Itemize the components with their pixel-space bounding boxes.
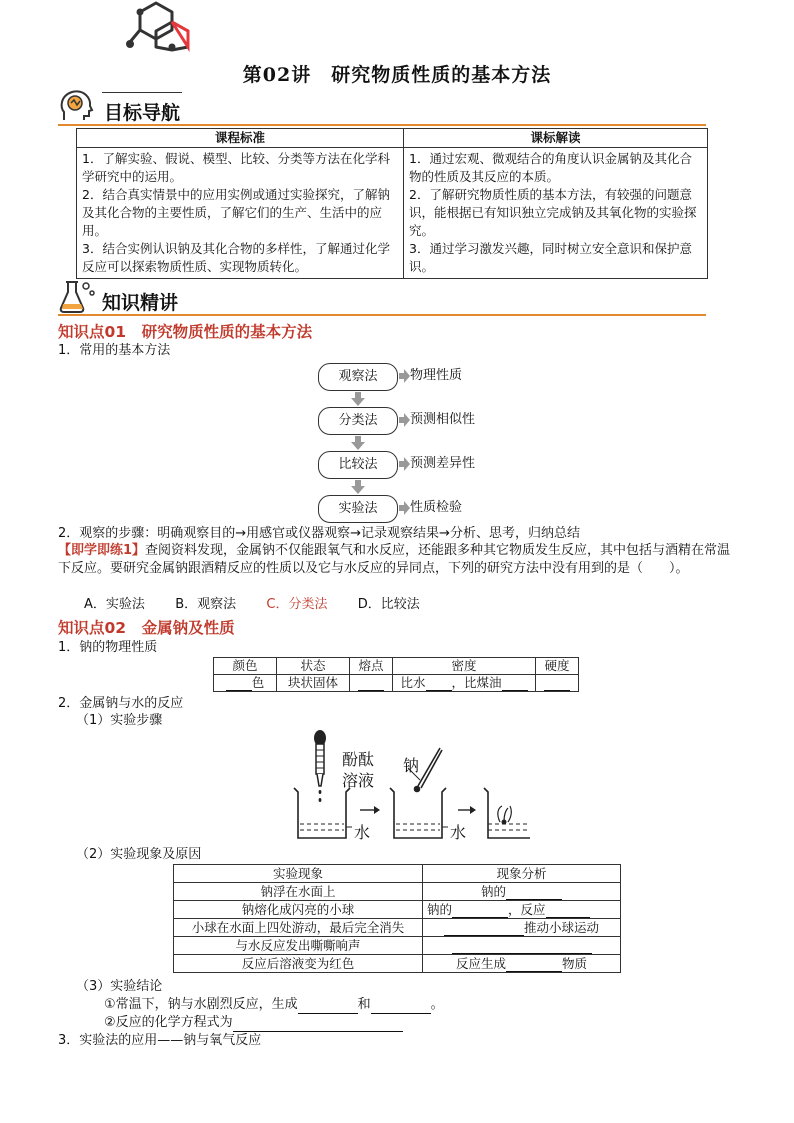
flow-text-classify: 预测相似性 xyxy=(410,412,476,427)
section-heading-knowledge: 知识精讲 xyxy=(102,292,179,314)
flow-box-observe: 观察法 xyxy=(318,363,398,391)
flow-right-arrow-icon xyxy=(399,413,410,427)
goal-left-cell: 1．了解实验、假说、模型、比较、分类等方法在化学科学研究中的运用。 2．结合真实情景中的应用实例或通过实验探究，了解钠及其化合物的主要性质，了解它们的生产、生活中的应用。 3．结合实例认识钠及其化合物的多样性，了解通过化学反应可以探索物质性质、实现物质转化。 xyxy=(77,148,404,279)
flow-box-experiment: 实验法 xyxy=(318,495,398,523)
kp2-step3: （3）实验结论 xyxy=(76,979,163,994)
table-row: 反应后溶液变为红色 反应生成 物质 xyxy=(174,955,621,973)
right-arrow-icon xyxy=(458,806,476,814)
molecule-logo-icon xyxy=(118,0,198,58)
flow-box-classify: 分类法 xyxy=(318,407,398,435)
table-row: 钠浮在水面上 钠的 xyxy=(174,883,621,901)
label-sodium: 钠 xyxy=(403,756,420,775)
kp2-step1: （1）实验步骤 xyxy=(76,713,163,728)
kp1-options xyxy=(84,596,420,614)
exercise-text: 查阅资料发现，金属钠不仅能跟氧气和水反应，还能跟多种其它物质发生反应，其中包括与酒精在常温下反应。要研究金属钠跟酒精反应的性质以及它与水反应的异同点，下列的研究方法中没有用到的是（ ）。 xyxy=(58,543,731,576)
flow-down-arrow-icon xyxy=(351,392,365,406)
table-row: 与水反应发出嘶嘶响声 xyxy=(174,937,621,955)
brain-head-icon xyxy=(58,88,94,124)
kp1-item1: 1．常用的基本方法 xyxy=(58,343,171,358)
kp2-step2: （2）实验现象及原因 xyxy=(76,847,202,862)
exercise-tag: 【即学即练1】 xyxy=(58,543,146,558)
label-water-2: 水 xyxy=(450,823,467,842)
flow-text-experiment: 性质检验 xyxy=(410,500,463,515)
section-heading-goals: 目标导航 xyxy=(104,102,181,124)
option-b: B．观察法 xyxy=(175,597,237,612)
goal-header-standard: 课程标准 xyxy=(77,129,404,148)
experiment-figure xyxy=(290,730,530,845)
flow-right-arrow-icon xyxy=(399,369,410,383)
flow-right-arrow-icon xyxy=(399,501,410,515)
table-row: 小球在水面上四处游动，最后完全消失 推动小球运动 xyxy=(174,919,621,937)
table-row: 钠熔化成闪亮的小球 钠的 ，反应 xyxy=(174,901,621,919)
flow-down-arrow-icon xyxy=(351,436,365,450)
flow-box-compare: 比较法 xyxy=(318,451,398,479)
kp1-item2: 2．观察的步骤：明确观察目的→用感官或仪器观察→记录观察结果→分析、思考，归纳总结 xyxy=(58,526,580,541)
goal-header-interpret: 课标解读 xyxy=(404,129,708,148)
option-a: A．实验法 xyxy=(84,597,145,612)
flask-icon xyxy=(58,278,98,314)
label-phenol-2: 溶液 xyxy=(342,771,375,790)
option-c: C．分类法 xyxy=(266,597,328,612)
dropper-icon xyxy=(314,730,326,802)
kp2-title: 知识点02 金属钠及性质 xyxy=(58,619,235,637)
flow-text-observe: 物理性质 xyxy=(410,368,463,383)
observation-table: 实验现象 现象分析 钠浮在水面上 钠的 钠熔化成闪亮的小球 钠的 ，反应 小球在水面上四处游动，最后完全消失 推动小球运动 与水反应发出嘶嘶响声 反应后溶液变为红色 反应生成 物质 xyxy=(173,864,621,973)
flow-down-arrow-icon xyxy=(351,480,365,494)
kp2-item3: 3．实验法的应用——钠与氧气反应 xyxy=(58,1033,262,1048)
label-phenol-1: 酚酞 xyxy=(342,750,375,769)
kp2-conclusion-1: ①常温下，钠与水剧烈反应，生成 和 。 xyxy=(104,997,444,1012)
na-property-table: 颜色 状态 熔点 密度 硬度 色 块状固体 比水 ，比煤油 xyxy=(213,657,579,692)
kp2-item2: 2．金属钠与水的反应 xyxy=(58,696,184,711)
flow-text-compare: 预测差异性 xyxy=(410,456,476,471)
kp1-title: 知识点01 研究物质性质的基本方法 xyxy=(58,323,313,341)
flow-right-arrow-icon xyxy=(399,457,410,471)
page-title: 第02讲 研究物质性质的基本方法 xyxy=(242,64,552,86)
kp2-item1: 1．钠的物理性质 xyxy=(58,640,158,655)
goal-table xyxy=(76,128,708,279)
kp1-exercise xyxy=(58,542,738,578)
label-water-1: 水 xyxy=(354,823,371,842)
option-d: D．比较法 xyxy=(357,597,420,612)
right-arrow-icon xyxy=(360,806,380,814)
kp2-conclusion-2: ②反应的化学方程式为 xyxy=(104,1014,403,1032)
flow-arrows xyxy=(300,360,410,530)
goal-right-cell: 1．通过宏观、微观结合的角度认识金属钠及其化合物的性质及其反应的本质。 2．了解研究物质性质的基本方法，有较强的问题意识，能根据已有知识独立完成钠及其氧化物的实验探究。 3．通过学习激发兴趣，同时树立安全意识和保护意识。 xyxy=(404,148,708,279)
